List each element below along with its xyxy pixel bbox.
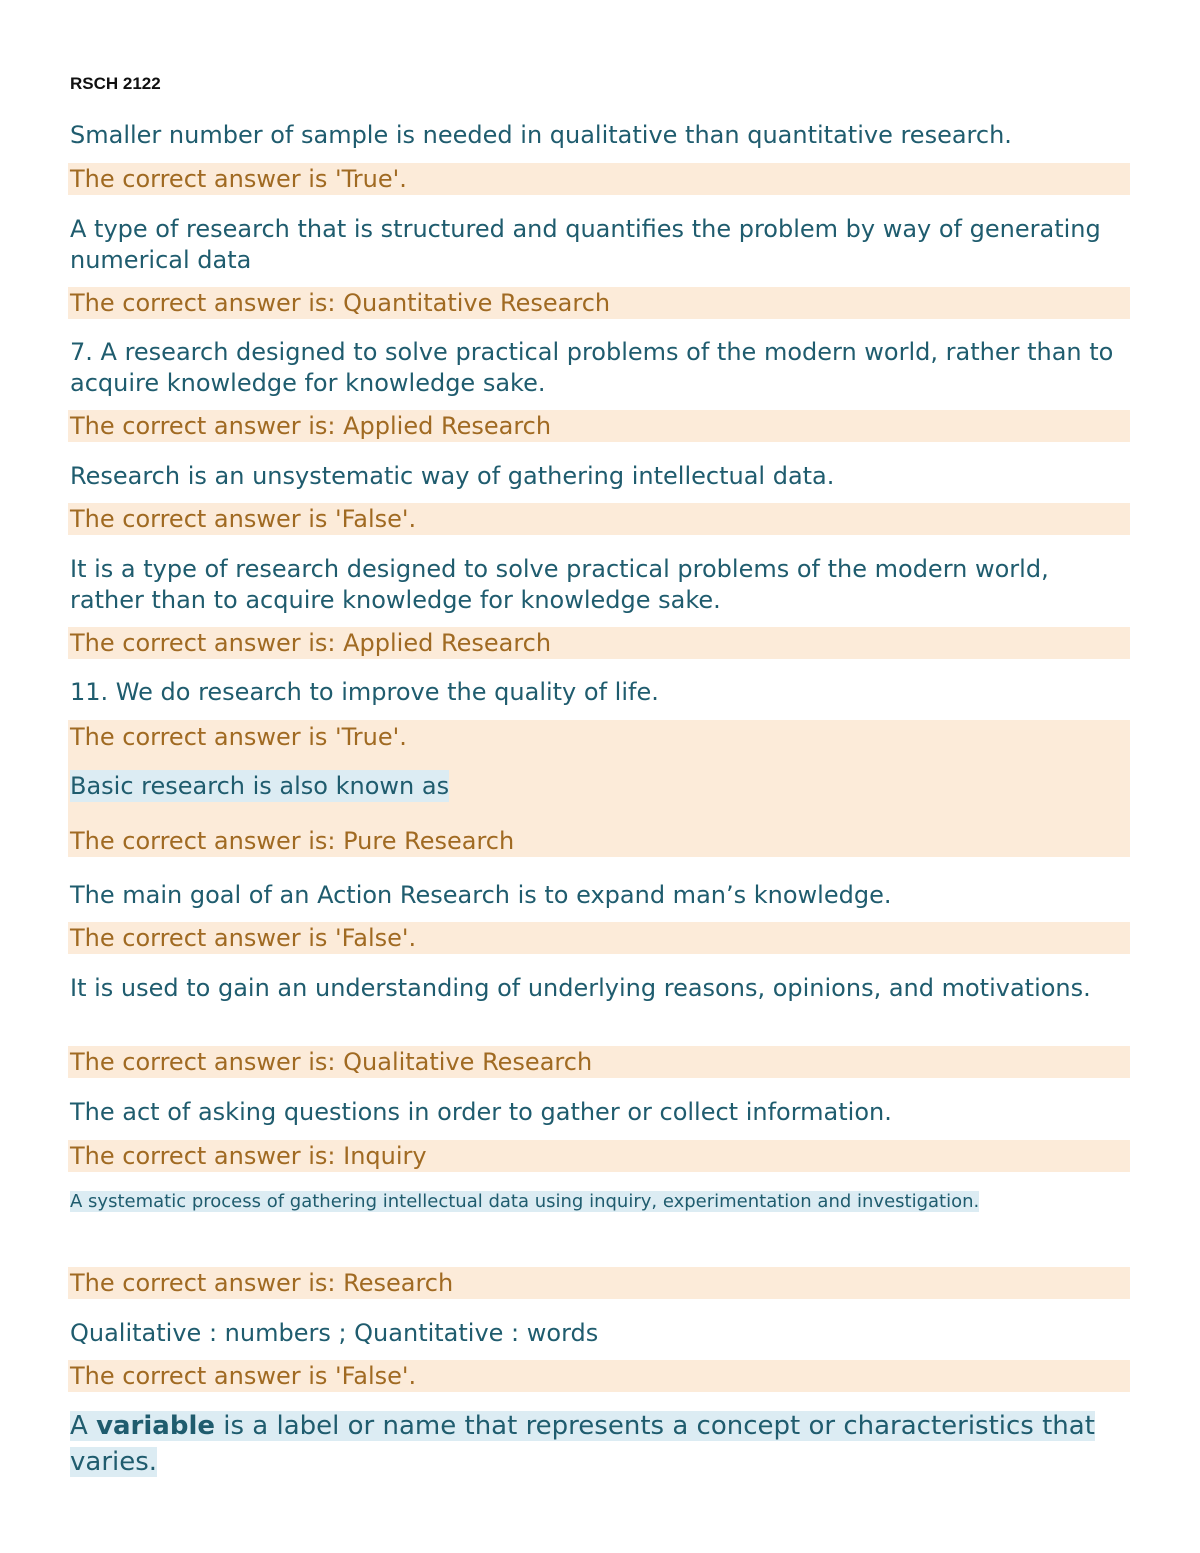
course-code-header: RSCH 2122 — [70, 74, 161, 93]
answer-9: The correct answer is: Qualitative Research — [68, 1046, 1130, 1078]
answer-6: The correct answer is 'True'. — [70, 723, 407, 751]
answer-2: The correct answer is: Quantitative Research — [68, 287, 1130, 319]
question-2: A type of research that is structured and quantifies the problem by way of generating numerical data — [70, 215, 1101, 274]
answer-3: The correct answer is: Applied Research — [68, 410, 1130, 442]
variable-definition — [70, 1408, 1140, 1480]
question-1: Smaller number of sample is needed in qualitative than quantitative research. — [70, 121, 1012, 149]
question-3: 7. A research designed to solve practical problems of the modern world, rather than to acquire knowledge for knowledge sake. — [70, 338, 1114, 397]
variable-term: variable — [96, 1411, 215, 1441]
question-5: It is a type of research designed to solve practical problems of the modern world, rather than to acquire knowledge for knowledge sake. — [70, 555, 1049, 614]
variable-definition-rest: is a label or name that represents a concept or characteristics that varies. — [70, 1411, 1095, 1477]
question-6: 11. We do research to improve the quality of life. — [70, 678, 659, 706]
question-9: It is used to gain an understanding of underlying reasons, opinions, and motivations. — [70, 974, 1091, 1002]
answer-7: The correct answer is: Pure Research — [70, 827, 515, 855]
answer-8: The correct answer is 'False'. — [68, 922, 1130, 954]
question-11-text: A systematic process of gathering intellectual data using inquiry, experimentation and investigation. — [70, 1191, 980, 1212]
question-8: The main goal of an Action Research is to expand man’s knowledge. — [70, 881, 892, 909]
question-4: Research is an unsystematic way of gathering intellectual data. — [70, 462, 835, 490]
answer-5: The correct answer is: Applied Research — [68, 627, 1130, 659]
answer-11: The correct answer is: Research — [68, 1267, 1130, 1299]
answer-4: The correct answer is 'False'. — [68, 503, 1130, 535]
question-7: Basic research is also known as — [70, 772, 450, 800]
question-11 — [70, 1187, 1070, 1217]
answer-10: The correct answer is: Inquiry — [68, 1140, 1130, 1172]
question-12: Qualitative : numbers ; Quantitative : words — [70, 1319, 599, 1347]
answer-1: The correct answer is 'True'. — [68, 163, 1130, 195]
variable-definition-prefix: A — [70, 1411, 97, 1441]
question-10: The act of asking questions in order to gather or collect information. — [70, 1098, 892, 1126]
answer-block-6-7 — [68, 720, 1130, 857]
answer-12: The correct answer is 'False'. — [68, 1360, 1130, 1392]
